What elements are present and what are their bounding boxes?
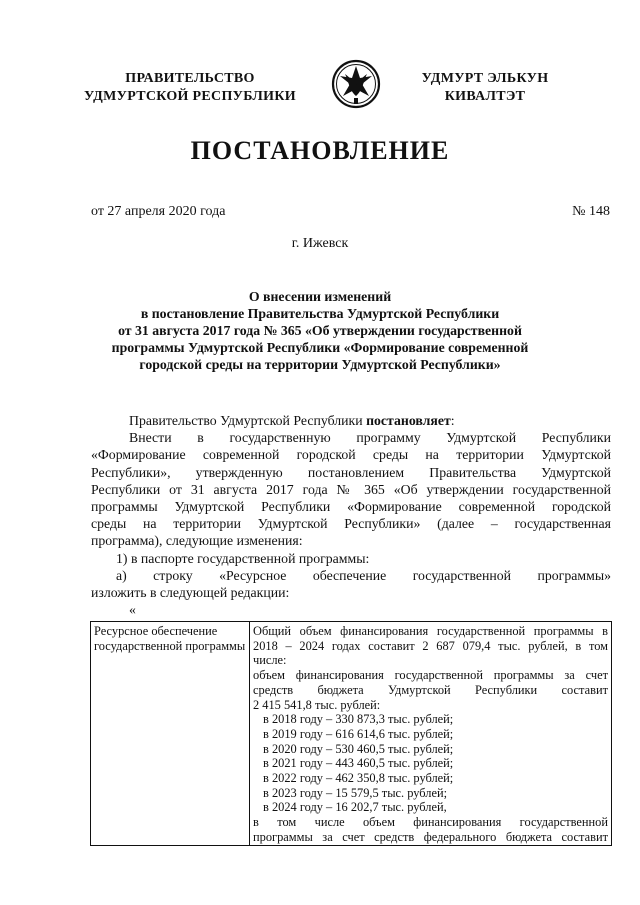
subject-line: городской среды на территории Удмуртской Республики» bbox=[139, 357, 501, 372]
content-line: объем финансирования государственной программы за счет bbox=[253, 668, 608, 683]
header-right-line2: КИВАЛТЭТ bbox=[444, 89, 526, 104]
header-left-line1: ПРАВИТЕЛЬСТВО bbox=[125, 71, 255, 86]
table-row bbox=[91, 622, 612, 846]
header-right-line1: УДМУРТ ЭЛЬКУН bbox=[421, 71, 549, 86]
content-line: средств бюджета Удмуртской Республики составит bbox=[253, 682, 608, 697]
intro-colon: : bbox=[450, 413, 455, 428]
content-line: Общий объем финансирования государственной программы в bbox=[253, 624, 608, 638]
header-left-line2: УДМУРТСКОЙ РЕСПУБЛИКИ bbox=[84, 89, 296, 104]
year-line: в 2019 году – 616 614,6 тыс. рублей; bbox=[263, 726, 454, 741]
header-right bbox=[400, 70, 570, 106]
item-a-line1: а) строку «Ресурсное обеспечение государственной программы» bbox=[116, 567, 611, 583]
para1-line: среды на территории Удмуртской Республики» (далее – государственная bbox=[91, 516, 611, 532]
content-line: программы за счет средств федерального бюджета составит bbox=[253, 829, 608, 844]
para1-line: программы Удмуртской Республики «Формирование современной городской bbox=[91, 499, 611, 515]
document-number: № 148 bbox=[572, 204, 610, 219]
content-line: в том числе объем финансирования государственной bbox=[253, 815, 608, 830]
document-title: ПОСТАНОВЛЕНИЕ bbox=[190, 136, 450, 165]
subject-line: в постановление Правительства Удмуртской Республики bbox=[140, 306, 500, 321]
year-line: в 2021 году – 443 460,5 тыс. рублей; bbox=[263, 756, 454, 771]
para1-line: Внести в государственную программу Удмуртской Республики bbox=[129, 430, 611, 446]
para1-line: программа), следующие изменения: bbox=[91, 533, 303, 549]
document-body bbox=[91, 412, 611, 618]
year-line: в 2022 году – 462 350,8 тыс. рублей; bbox=[263, 771, 454, 786]
year-line: в 2024 году – 16 202,7 тыс. рублей, bbox=[263, 800, 447, 815]
year-line: в 2018 году – 330 873,3 тыс. рублей; bbox=[263, 712, 454, 727]
document-date: от 27 апреля 2020 года bbox=[91, 204, 226, 219]
document-subject bbox=[80, 288, 560, 373]
intro-paragraph bbox=[91, 412, 611, 429]
udmurt-coat-of-arms-icon bbox=[331, 56, 381, 112]
para1-line: «Формирование современной городской среды на территории Удмуртской bbox=[91, 447, 611, 463]
year-line: в 2023 году – 15 579,5 тыс. рублей; bbox=[263, 785, 448, 800]
para1-line: Республики от 31 августа 2017 года № 365 «Об утверждении государственной bbox=[91, 481, 611, 497]
intro-decree-word: постановляет bbox=[366, 413, 451, 428]
document-city: г. Ижевск bbox=[291, 236, 349, 251]
table-label-cell: Ресурсное обеспечение государственной программы bbox=[91, 622, 250, 846]
intro-text: Правительство Удмуртской Республики bbox=[129, 413, 367, 428]
subject-line: от 31 августа 2017 года № 365 «Об утверждении государственной bbox=[118, 323, 522, 338]
resources-table bbox=[90, 621, 612, 846]
opening-quote: « bbox=[129, 602, 136, 618]
para1-line: Республики», утвержденную постановлением Правительства Удмуртской bbox=[91, 464, 611, 480]
item1: 1) в паспорте государственной программы: bbox=[116, 550, 370, 566]
content-line: числе: bbox=[253, 653, 287, 668]
table-content-cell bbox=[250, 622, 612, 846]
year-line: в 2020 году – 530 460,5 тыс. рублей; bbox=[263, 741, 454, 756]
subject-line: О внесении изменений bbox=[248, 289, 392, 304]
content-line: 2018 – 2024 годах составит 2 687 079,4 тыс. рублей, в том bbox=[253, 638, 608, 653]
subject-line: программы Удмуртской Республики «Формирование современной bbox=[111, 340, 529, 355]
item-a-line2: изложить в следующей редакции: bbox=[91, 585, 290, 601]
content-line: 2 415 541,8 тыс. рублей: bbox=[253, 697, 381, 712]
header-left bbox=[80, 70, 300, 106]
